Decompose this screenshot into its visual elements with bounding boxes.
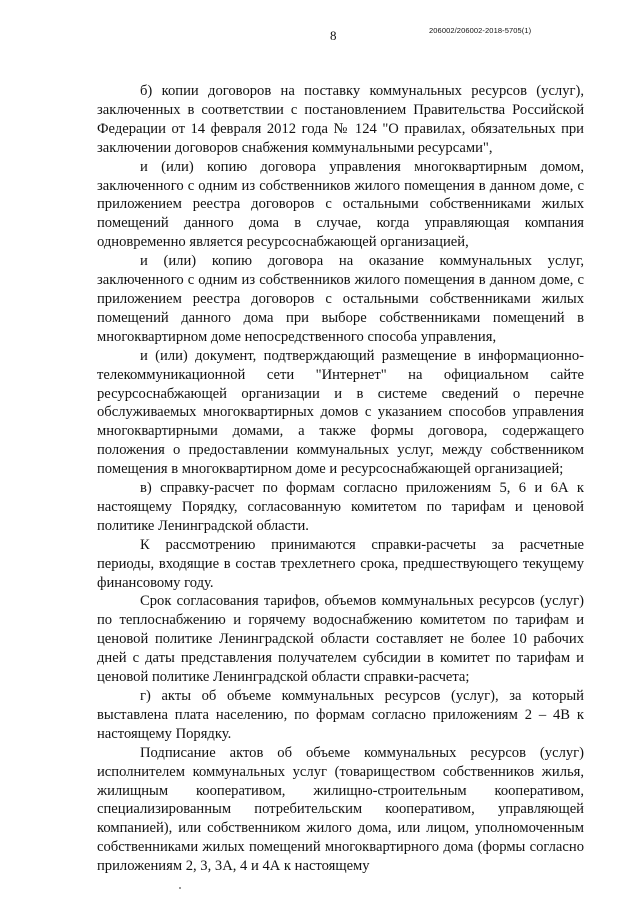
document-body <box>97 82 584 876</box>
scan-artifact <box>179 887 181 889</box>
paragraph-g-acts: г) акты об объеме коммунальных ресурсов (услуг), за который выставлена плата населению, по формам согласно приложениям 2 – 4В к настоящему Порядку. <box>97 688 584 742</box>
paragraph-services-contract: и (или) копию договора на оказание коммунальных услуг, заключенного с одним из собственников жилого помещения в данном доме, с приложением реестра договоров с остальными собственниками жилых помещений данного дома при выборе собственниками помещений в многоквартирном доме непосредственного способа управления, <box>97 253 584 345</box>
paragraph-approval-term: Срок согласования тарифов, объемов коммунальных ресурсов (услуг) по теплоснабжению и горячему водоснабжению комитетом по тарифам и ценовой политике Ленинградской области составляет не более 10 рабочих дней с даты представления получателем субсидии в комитет по тарифам и ценовой политике Ленинградской области справки-расчета; <box>97 593 584 686</box>
paragraph-v-calculation: в) справку-расчет по формам согласно приложениям 5, 6 и 6А к настоящему Порядку, согласованную комитетом по тарифам и ценовой политике Ленинградской области. <box>97 480 584 534</box>
paragraph-b-contracts: б) копии договоров на поставку коммунальных ресурсов (услуг), заключенных в соответствии с постановлением Правительства Российской Федерации от 14 февраля 2012 года № 124 "О правилах, обязательных при заключении договоров снабжения коммунальными ресурсами", <box>97 83 584 156</box>
paragraph-acts-signing: Подписание актов об объеме коммунальных ресурсов (услуг) исполнителем коммунальных услуг (товариществом собственников жилья, жилищным кооперативом, жилищно-строительным кооперативом, специализированным потребительским кооперативом, управляющей компанией), или собственником жилого дома, или лицом, уполномоченным собственниками жилых помещений многоквартирного дома (формы согласно приложениям 2, 3, 3А, 4 и 4А к настоящему <box>97 744 584 875</box>
paragraph-management-contract: и (или) копию договора управления многоквартирным домом, заключенного с одним из собственников жилого помещения в данном доме, с приложением реестра договоров с остальными собственниками жилых помещений данного дома в случае, когда управляющая компания одновременно является ресурсоснабжающей организацией, <box>97 158 584 251</box>
page-number: 8 <box>330 28 337 43</box>
document-id: 206002/206002-2018-5705(1) <box>429 26 532 35</box>
paragraph-review-periods: К рассмотрению принимаются справки-расчеты за расчетные периоды, входящие в состав трехлетнего срока, предшествующего текущему финансовому году. <box>97 536 584 591</box>
paragraph-internet-publication: и (или) документ, подтверждающий размещение в информационно-телекоммуникационной сети "Интернет" на официальном сайте ресурсоснабжающей организации и в системе сведений о перечне обслуживаемых многоквартирных домов с указанием способов управления многоквартирными домами, а также формы договора, содержащего положения о предоставлении коммунальных услуг, между собственником помещения в многоквартирном доме и ресурсоснабжающей организацией; <box>97 347 584 478</box>
